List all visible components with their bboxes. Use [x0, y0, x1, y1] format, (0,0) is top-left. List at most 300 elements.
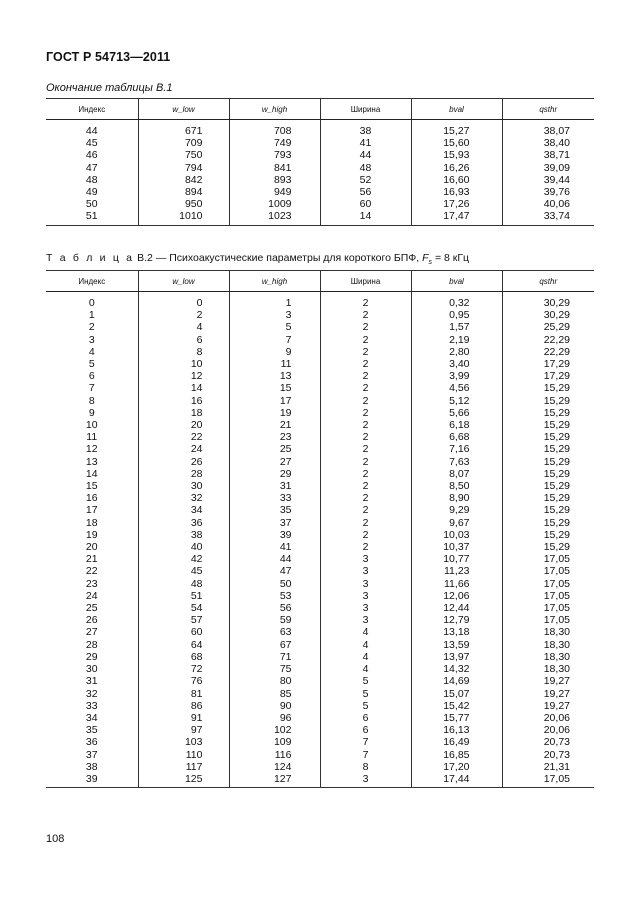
- table-b2: [46, 270, 594, 788]
- cell-w-low: 68: [138, 651, 229, 663]
- cell-qsthr: 20,73: [502, 749, 594, 761]
- cell-index: 39: [46, 773, 138, 788]
- cell-index: 29: [85, 650, 98, 663]
- cell-bval: 10,03: [411, 529, 502, 541]
- table-row: [46, 553, 594, 565]
- cell-bval: 13,59: [411, 639, 502, 651]
- caption-prefix: Т а б л и ц а: [46, 252, 135, 264]
- table-row: [46, 149, 594, 161]
- cell-w-high: 1: [229, 297, 320, 309]
- cell-width: 52: [320, 174, 411, 186]
- cell-qsthr: 21,31: [502, 761, 594, 773]
- cell-qsthr: 19,27: [502, 700, 594, 712]
- cell-w-high: 59: [229, 614, 320, 626]
- cell-index: 0: [88, 297, 95, 309]
- cell-w-low: 22: [138, 431, 229, 443]
- cell-index: 51: [46, 210, 138, 225]
- cell-width: 56: [320, 186, 411, 198]
- cell-width: 3: [320, 553, 411, 565]
- cell-width: 2: [320, 395, 411, 407]
- cell-bval: 6,68: [411, 431, 502, 443]
- cell-qsthr: 17,05: [502, 565, 594, 577]
- cell-qsthr: 17,05: [502, 590, 594, 602]
- table-row: [46, 456, 594, 468]
- table-row: [46, 565, 594, 577]
- cell-w-low: 45: [138, 565, 229, 577]
- cell-width: 2: [320, 456, 411, 468]
- cell-bval: 3,40: [411, 358, 502, 370]
- cell-w-high: 41: [229, 541, 320, 553]
- cell-index: 10: [85, 419, 98, 432]
- cell-qsthr: 17,05: [502, 614, 594, 626]
- cell-bval: 3,99: [411, 370, 502, 382]
- cell-w-high: 39: [229, 529, 320, 541]
- cell-qsthr: 17,05: [502, 602, 594, 614]
- cell-width: 14: [320, 210, 411, 225]
- cell-width: 2: [320, 334, 411, 346]
- cell-width: 3: [320, 578, 411, 590]
- cell-bval: 15,93: [411, 149, 502, 161]
- cell-bval: 15,27: [411, 125, 502, 137]
- cell-qsthr: 15,29: [502, 480, 594, 492]
- cell-index: 6: [88, 370, 95, 383]
- cell-bval: 8,90: [411, 492, 502, 504]
- table-row: [46, 125, 594, 137]
- cell-w-low: 34: [138, 504, 229, 516]
- cell-w-high: 1023: [229, 210, 320, 225]
- cell-index: 9: [88, 406, 95, 419]
- cell-w-high: 63: [229, 626, 320, 638]
- cell-index: 21: [85, 553, 98, 566]
- cell-qsthr: 39,09: [502, 162, 594, 174]
- cell-bval: 16,26: [411, 162, 502, 174]
- table-row: [46, 529, 594, 541]
- cell-w-high: 127: [229, 773, 320, 788]
- table-row: [46, 663, 594, 675]
- table-row: [46, 358, 594, 370]
- cell-qsthr: 15,29: [502, 492, 594, 504]
- table-row: [46, 712, 594, 724]
- cell-bval: 15,07: [411, 688, 502, 700]
- cell-w-high: 708: [229, 125, 320, 137]
- cell-width: 7: [320, 736, 411, 748]
- cell-w-high: 749: [229, 137, 320, 149]
- cell-qsthr: 19,27: [502, 675, 594, 687]
- cell-w-low: 709: [138, 137, 229, 149]
- cell-width: 6: [320, 712, 411, 724]
- cell-index: 46: [85, 149, 98, 162]
- cell-qsthr: 38,71: [502, 149, 594, 161]
- column-header-qsthr: qsthr: [502, 271, 594, 292]
- cell-bval: 10,77: [411, 553, 502, 565]
- cell-index: 25: [85, 602, 98, 615]
- cell-index: 22: [85, 565, 98, 578]
- cell-qsthr: 38,40: [502, 137, 594, 149]
- cell-width: 2: [320, 297, 411, 309]
- cell-qsthr: 15,29: [502, 431, 594, 443]
- table-row: [46, 468, 594, 480]
- cell-bval: 16,60: [411, 174, 502, 186]
- cell-bval: 15,77: [411, 712, 502, 724]
- table-row: [46, 761, 594, 773]
- cell-bval: 6,18: [411, 419, 502, 431]
- cell-index: 3: [88, 333, 95, 346]
- cell-w-high: 21: [229, 419, 320, 431]
- column-header-w-low: w_low: [138, 99, 229, 120]
- cell-qsthr: 30,29: [502, 309, 594, 321]
- column-header-width: Ширина: [320, 99, 411, 120]
- cell-width: 2: [320, 480, 411, 492]
- cell-index: 44: [85, 125, 98, 137]
- table-row: [46, 431, 594, 443]
- cell-index: 31: [85, 675, 98, 688]
- table-row: [46, 736, 594, 748]
- cell-bval: 12,44: [411, 602, 502, 614]
- cell-qsthr: 18,30: [502, 626, 594, 638]
- cell-width: 4: [320, 663, 411, 675]
- cell-bval: 9,29: [411, 504, 502, 516]
- cell-qsthr: 15,29: [502, 468, 594, 480]
- cell-qsthr: 18,30: [502, 639, 594, 651]
- cell-index: 19: [85, 528, 98, 541]
- cell-width: 2: [320, 468, 411, 480]
- cell-width: 8: [320, 761, 411, 773]
- cell-index: 47: [85, 161, 98, 174]
- cell-width: 2: [320, 443, 411, 455]
- cell-w-high: 13: [229, 370, 320, 382]
- table-row: [46, 186, 594, 198]
- cell-width: 4: [320, 651, 411, 663]
- table-b1: [46, 98, 594, 226]
- cell-bval: 7,16: [411, 443, 502, 455]
- cell-w-high: 71: [229, 651, 320, 663]
- cell-qsthr: 22,29: [502, 334, 594, 346]
- cell-width: 2: [320, 321, 411, 333]
- cell-qsthr: 17,05: [502, 553, 594, 565]
- cell-bval: 1,57: [411, 321, 502, 333]
- table-row: [46, 602, 594, 614]
- cell-width: 38: [320, 125, 411, 137]
- table-row: [46, 614, 594, 626]
- cell-bval: 7,63: [411, 456, 502, 468]
- cell-bval: 16,49: [411, 736, 502, 748]
- cell-qsthr: 22,29: [502, 346, 594, 358]
- cell-index: 23: [85, 577, 98, 590]
- cell-qsthr: 15,29: [502, 407, 594, 419]
- cell-bval: 17,47: [411, 210, 502, 225]
- table-row: [46, 321, 594, 333]
- cell-w-high: 27: [229, 456, 320, 468]
- cell-w-low: 51: [138, 590, 229, 602]
- cell-qsthr: 17,05: [502, 773, 594, 788]
- cell-w-low: 72: [138, 663, 229, 675]
- cell-bval: 2,80: [411, 346, 502, 358]
- cell-w-low: 14: [138, 382, 229, 394]
- cell-w-high: 841: [229, 162, 320, 174]
- table-row: [46, 590, 594, 602]
- cell-index: 38: [85, 760, 98, 773]
- page-number: 108: [46, 833, 65, 845]
- cell-w-high: 33: [229, 492, 320, 504]
- cell-w-low: 86: [138, 700, 229, 712]
- cell-width: 5: [320, 675, 411, 687]
- cell-w-high: 1009: [229, 198, 320, 210]
- cell-qsthr: 17,29: [502, 370, 594, 382]
- cell-w-low: 81: [138, 688, 229, 700]
- table-row: [46, 346, 594, 358]
- cell-w-high: 90: [229, 700, 320, 712]
- cell-width: 5: [320, 688, 411, 700]
- cell-width: 2: [320, 517, 411, 529]
- cell-width: 2: [320, 382, 411, 394]
- cell-width: 2: [320, 492, 411, 504]
- table-row: [46, 370, 594, 382]
- cell-w-high: 11: [229, 358, 320, 370]
- cell-w-low: 28: [138, 468, 229, 480]
- cell-index: 45: [85, 137, 98, 150]
- cell-width: 6: [320, 724, 411, 736]
- cell-w-low: 842: [138, 174, 229, 186]
- cell-index: 20: [85, 541, 98, 554]
- cell-width: 2: [320, 419, 411, 431]
- cell-index: 26: [85, 614, 98, 627]
- cell-index: 34: [85, 711, 98, 724]
- column-header-qsthr: qsthr: [502, 99, 594, 120]
- cell-w-low: 950: [138, 198, 229, 210]
- cell-w-low: 8: [138, 346, 229, 358]
- cell-index: 33: [85, 699, 98, 712]
- cell-w-low: 2: [138, 309, 229, 321]
- cell-w-low: 48: [138, 578, 229, 590]
- cell-w-low: 1010: [138, 210, 229, 225]
- cell-w-low: 794: [138, 162, 229, 174]
- cell-index: 24: [85, 589, 98, 602]
- cell-w-low: 38: [138, 529, 229, 541]
- cell-width: 3: [320, 614, 411, 626]
- cell-w-high: 50: [229, 578, 320, 590]
- cell-bval: 0,95: [411, 309, 502, 321]
- cell-w-high: 35: [229, 504, 320, 516]
- table-row: [46, 297, 594, 309]
- cell-qsthr: 15,29: [502, 443, 594, 455]
- table-row: [46, 504, 594, 516]
- cell-w-high: 116: [229, 749, 320, 761]
- table-row: [46, 419, 594, 431]
- table-row: [46, 639, 594, 651]
- cell-w-low: 6: [138, 334, 229, 346]
- cell-qsthr: 18,30: [502, 651, 594, 663]
- cell-index: 27: [85, 626, 98, 639]
- cell-bval: 2,19: [411, 334, 502, 346]
- cell-w-low: 36: [138, 517, 229, 529]
- cell-w-low: 42: [138, 553, 229, 565]
- cell-w-low: 671: [138, 125, 229, 137]
- cell-w-low: 110: [138, 749, 229, 761]
- cell-w-low: 91: [138, 712, 229, 724]
- cell-bval: 11,23: [411, 565, 502, 577]
- cell-w-low: 117: [138, 761, 229, 773]
- cell-qsthr: 40,06: [502, 198, 594, 210]
- cell-bval: 17,44: [411, 773, 502, 788]
- cell-qsthr: 15,29: [502, 456, 594, 468]
- cell-w-low: 32: [138, 492, 229, 504]
- cell-w-low: 894: [138, 186, 229, 198]
- table-b2-caption: [46, 252, 469, 266]
- cell-index: 15: [85, 480, 98, 493]
- caption-id: В.2: [137, 252, 153, 264]
- cell-qsthr: 20,06: [502, 724, 594, 736]
- cell-bval: 14,32: [411, 663, 502, 675]
- cell-width: 4: [320, 626, 411, 638]
- cell-w-low: 30: [138, 480, 229, 492]
- cell-bval: 4,56: [411, 382, 502, 394]
- cell-width: 2: [320, 504, 411, 516]
- cell-bval: 17,20: [411, 761, 502, 773]
- cell-w-high: 793: [229, 149, 320, 161]
- cell-width: 3: [320, 773, 411, 788]
- column-header-index: Индекс: [46, 99, 138, 120]
- cell-bval: 8,50: [411, 480, 502, 492]
- cell-qsthr: 25,29: [502, 321, 594, 333]
- cell-bval: 15,42: [411, 700, 502, 712]
- cell-w-high: 949: [229, 186, 320, 198]
- cell-w-low: 57: [138, 614, 229, 626]
- table-row: [46, 675, 594, 687]
- cell-bval: 16,93: [411, 186, 502, 198]
- cell-width: 2: [320, 541, 411, 553]
- cell-qsthr: 15,29: [502, 517, 594, 529]
- cell-w-low: 103: [138, 736, 229, 748]
- cell-bval: 16,13: [411, 724, 502, 736]
- cell-w-high: 109: [229, 736, 320, 748]
- cell-index: 18: [85, 516, 98, 529]
- cell-w-high: 15: [229, 382, 320, 394]
- table-row: [46, 443, 594, 455]
- cell-bval: 5,12: [411, 395, 502, 407]
- table-row: [46, 162, 594, 174]
- cell-w-low: 54: [138, 602, 229, 614]
- cell-w-high: 31: [229, 480, 320, 492]
- table-header-row: [46, 271, 594, 292]
- column-header-w-low: w_low: [138, 271, 229, 292]
- cell-w-low: 10: [138, 358, 229, 370]
- cell-w-low: 18: [138, 407, 229, 419]
- table-row: [46, 407, 594, 419]
- cell-width: 7: [320, 749, 411, 761]
- cell-width: 3: [320, 565, 411, 577]
- column-header-index: Индекс: [46, 271, 138, 292]
- cell-bval: 12,79: [411, 614, 502, 626]
- table-row: [46, 198, 594, 210]
- cell-w-high: 67: [229, 639, 320, 651]
- cell-w-high: 893: [229, 174, 320, 186]
- cell-width: 2: [320, 358, 411, 370]
- cell-w-high: 29: [229, 468, 320, 480]
- cell-width: 2: [320, 431, 411, 443]
- cell-width: 44: [320, 149, 411, 161]
- cell-index: 8: [88, 394, 95, 407]
- cell-bval: 12,06: [411, 590, 502, 602]
- cell-index: 35: [85, 724, 98, 737]
- cell-index: 28: [85, 638, 98, 651]
- cell-w-low: 125: [138, 773, 229, 788]
- cell-index: 11: [86, 431, 98, 444]
- cell-qsthr: 15,29: [502, 529, 594, 541]
- cell-index: 37: [85, 748, 98, 761]
- cell-w-high: 37: [229, 517, 320, 529]
- cell-w-low: 12: [138, 370, 229, 382]
- cell-w-high: 85: [229, 688, 320, 700]
- cell-index: 36: [85, 736, 98, 749]
- cell-bval: 5,66: [411, 407, 502, 419]
- table-row: [46, 773, 594, 788]
- cell-bval: 11,66: [411, 578, 502, 590]
- cell-width: 3: [320, 602, 411, 614]
- cell-index: 13: [85, 455, 98, 468]
- column-header-w-high: w_high: [229, 271, 320, 292]
- cell-w-high: 53: [229, 590, 320, 602]
- cell-index: 2: [88, 321, 95, 334]
- table-row: [46, 480, 594, 492]
- cell-width: 48: [320, 162, 411, 174]
- table-row: [46, 578, 594, 590]
- cell-w-high: 75: [229, 663, 320, 675]
- cell-w-low: 16: [138, 395, 229, 407]
- cell-width: 41: [320, 137, 411, 149]
- cell-index: 5: [88, 358, 95, 371]
- cell-w-low: 76: [138, 675, 229, 687]
- cell-qsthr: 17,05: [502, 578, 594, 590]
- cell-w-high: 96: [229, 712, 320, 724]
- cell-w-high: 47: [229, 565, 320, 577]
- table-row: [46, 724, 594, 736]
- cell-index: 32: [85, 687, 98, 700]
- cell-qsthr: 39,44: [502, 174, 594, 186]
- cell-qsthr: 30,29: [502, 297, 594, 309]
- cell-w-low: 60: [138, 626, 229, 638]
- cell-w-high: 7: [229, 334, 320, 346]
- cell-w-low: 97: [138, 724, 229, 736]
- cell-width: 2: [320, 370, 411, 382]
- cell-qsthr: 15,29: [502, 504, 594, 516]
- caption-subscript: s: [428, 259, 433, 267]
- caption-text: — Психоакустические параметры для короткого БПФ,: [155, 252, 420, 264]
- cell-width: 4: [320, 639, 411, 651]
- cell-w-high: 44: [229, 553, 320, 565]
- table-row: [46, 517, 594, 529]
- cell-qsthr: 20,06: [502, 712, 594, 724]
- cell-bval: 15,60: [411, 137, 502, 149]
- table-row: [46, 688, 594, 700]
- caption-suffix: = 8 кГц: [434, 252, 470, 264]
- cell-w-low: 20: [138, 419, 229, 431]
- cell-bval: 0,32: [411, 297, 502, 309]
- table-row: [46, 541, 594, 553]
- cell-bval: 13,97: [411, 651, 502, 663]
- cell-bval: 17,26: [411, 198, 502, 210]
- cell-w-low: 750: [138, 149, 229, 161]
- cell-index: 12: [85, 443, 98, 456]
- caption-variable: F: [422, 252, 429, 264]
- table-row: [46, 651, 594, 663]
- table-row: [46, 382, 594, 394]
- cell-width: 60: [320, 198, 411, 210]
- cell-w-high: 17: [229, 395, 320, 407]
- cell-w-high: 80: [229, 675, 320, 687]
- cell-w-low: 0: [138, 297, 229, 309]
- cell-w-high: 124: [229, 761, 320, 773]
- cell-index: 14: [85, 467, 98, 480]
